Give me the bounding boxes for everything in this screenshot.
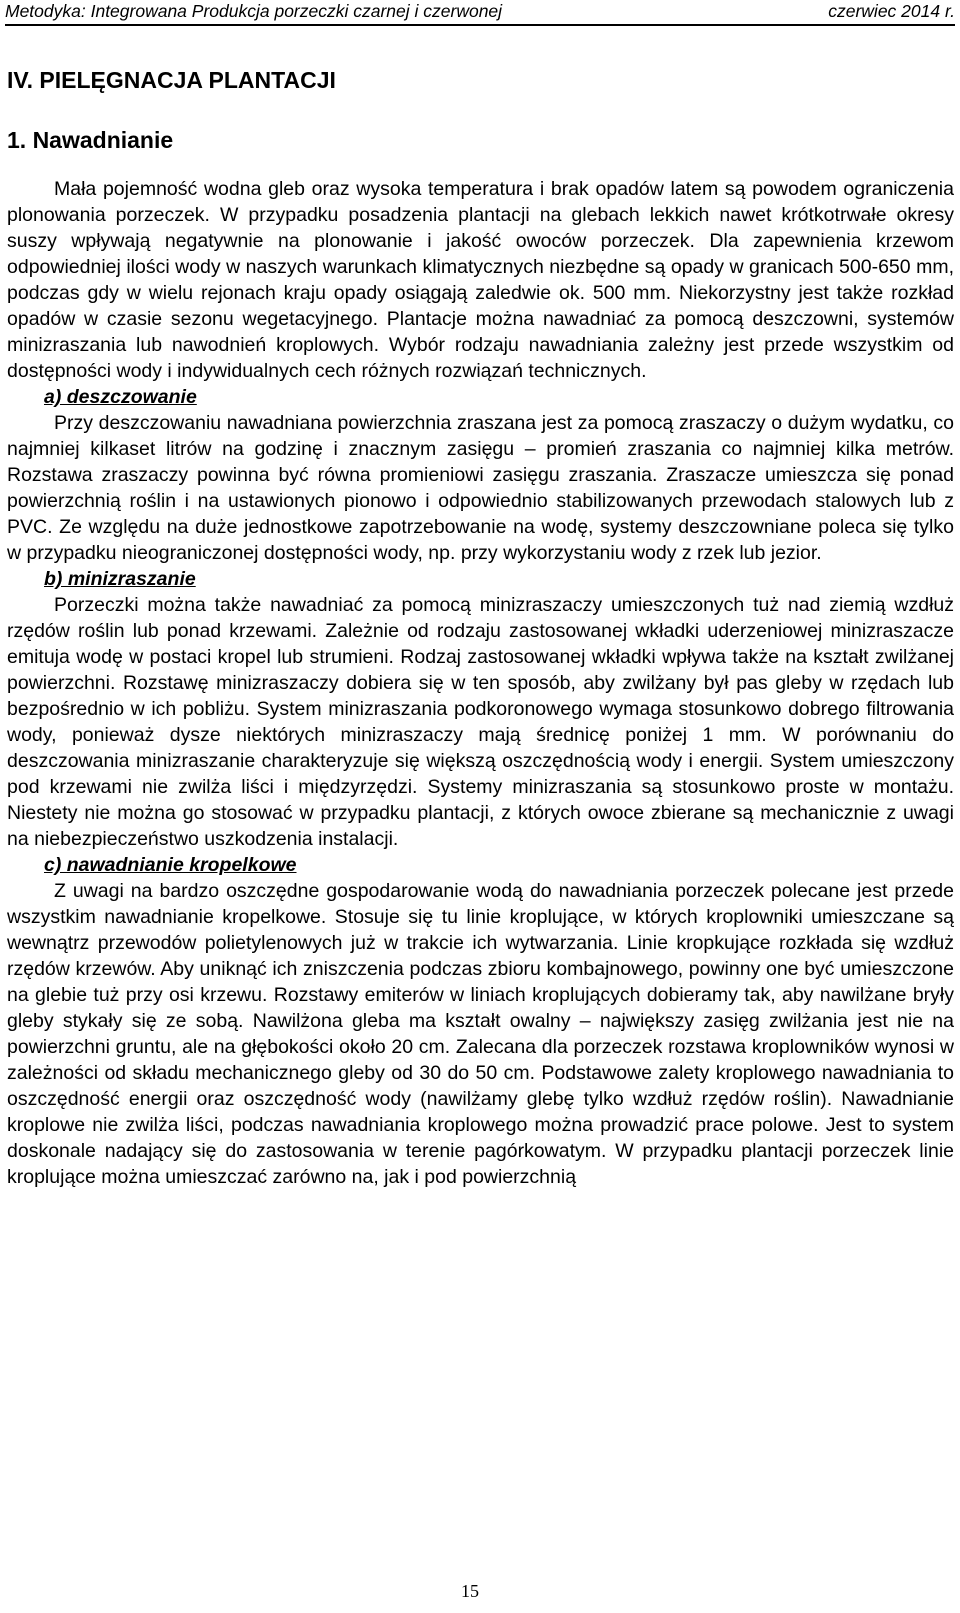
header-date: czerwiec 2014 r. [828, 1, 955, 21]
page-number: 15 [461, 1581, 479, 1601]
main-content [7, 62, 954, 1190]
method-heading-nawadnianie-kropelkowe: c) nawadnianie kropelkowe [44, 854, 297, 876]
method-paragraph-nawadnianie-kropelkowe: Z uwagi na bardzo oszczędne gospodarowanie wodą do nawadniania porzeczek polecane jest przede wszystkim nawadnianie kropelkowe. Stosuje się tu linie kroplujące, w których kroplowniki umieszczane są wewnątrz przewodów polietylenowych już w trakcie ich wytwarzania. Linie kropkujące rozkłada się wzdłuż rzędów krzewów. Aby uniknąć ich zniszczenia podczas zbioru kombajnowego, powinny one być umieszczone na glebie tuż przy osi krzewu. Rozstawy emiterów w liniach kroplujących dobieramy tak, aby nawilżane bryły gleby stykały się ze sobą. Nawilżona gleba ma kształt owalny – największy zasięg zwilżania jest nie na powierzchni gruntu, ale na głębokości około 20 cm. Zalecana dla porzeczek rozstawa kroplowników wynosi w zależności od składu mechanicznego gleby od 30 do 50 cm. Podstawowe zalety kroplowego nawadniania to oszczędność energii oraz oszczędność wody (nawilżamy glebę tylko wzdłuż rzędów roślin). Nawadnianie kroplowe nie zwilża liści, podczas nawadniania kroplowego można prowadzić prace polowe. Jest to system doskonale nadający się do zastosowania w terenie pagórkowatym. W przypadku plantacji porzeczek linie kroplujące można umieszczać zarówno na, jak i pod powierzchnią [7, 880, 954, 1188]
intro-paragraph: Mała pojemność wodna gleb oraz wysoka temperatura i brak opadów latem są powodem ograniczenia plonowania porzeczek. W przypadku posadzenia plantacji na glebach lekkich nawet krótkotrwałe okresy suszy wpływają negatywnie na plonowanie i jakość owoców porzeczek. Dla zapewnienia krzewom odpowiedniej ilości wody w naszych warunkach klimatycznych niezbędne są opady w granicach 500-650 mm, podczas gdy w wielu rejonach kraju opady osiągają zaledwie ok. 500 mm. Niekorzystny jest także rozkład opadów w czasie sezonu wegetacyjnego. Plantacje można nawadniać za pomocą deszczowni, systemów minizraszania lub nawodnień kroplowych. Wybór rodzaju nawadniania zależny jest przede wszystkim od dostępności wody i indywidualnych cech różnych rozwiązań technicznych. [7, 178, 954, 382]
method-paragraph-minizraszanie: Porzeczki można także nawadniać za pomocą minizraszaczy umieszczonych tuż nad ziemią wzdłuż rzędów roślin lub ponad krzewami. Zależnie od rodzaju zastosowanej wkładki uderzeniowej minizraszacze emituja wodę w postaci kropel lub strumieni. Rodzaj zastosowanej wkładki wpływa także na kształt zwilżanej powierzchni. Rozstawę minizraszaczy dobiera się w ten sposób, aby zwilżany był pas gleby w rzędach lub bezpośrednio w ich pobliżu. System minizraszania podkoronowego wymaga stosunkowo dobrego filtrowania wody, ponieważ dysze niektórych minizraszaczy mają średnicę poniżej 1 mm. W porównaniu do deszczowania minizraszanie charakteryzuje się większą oszczędnością wody i energii. System umieszczony pod krzewami nie zwilża liści i międzyrzędzi. Systemy minizraszania są stosunkowo proste w montażu. Niestety nie można go stosować w przypadku plantacji, z których owoce zbierane są mechanicznie z uwagi na niebezpieczeństwo uszkodzenia instalacji. [7, 594, 954, 850]
running-header [5, 0, 955, 26]
method-paragraph-deszczowanie: Przy deszczowaniu nawadniana powierzchnia zraszana jest za pomocą zraszaczy o dużym wydatku, co najmniej kilkaset litrów na godzinę i znacznym zasięgu – promień zraszania co najmniej kilka metrów. Rozstawa zraszaczy powinna być równa promieniowi zasięgu zraszania. Zraszacze umieszcza się ponad powierzchnią roślin i na ustawionych pionowo i odpowiednio stabilizowanych przewodach stalowych lub z PVC. Ze względu na duże jednostkowe zapotrzebowanie na wodę, systemy deszczowniane poleca się tylko w przypadku nieograniczonej dostępności wody, np. przy wykorzystaniu wody z rzek lub jezior. [7, 412, 954, 564]
method-heading-deszczowanie: a) deszczowanie [44, 386, 197, 408]
section-title: IV. PIELĘGNACJA PLANTACJI [7, 67, 336, 93]
header-document-title: Metodyka: Integrowana Produkcja porzeczki czarnej i czerwonej [5, 1, 503, 21]
subsection-title: 1. Nawadnianie [7, 127, 174, 153]
method-heading-minizraszanie: b) minizraszanie [44, 568, 196, 590]
